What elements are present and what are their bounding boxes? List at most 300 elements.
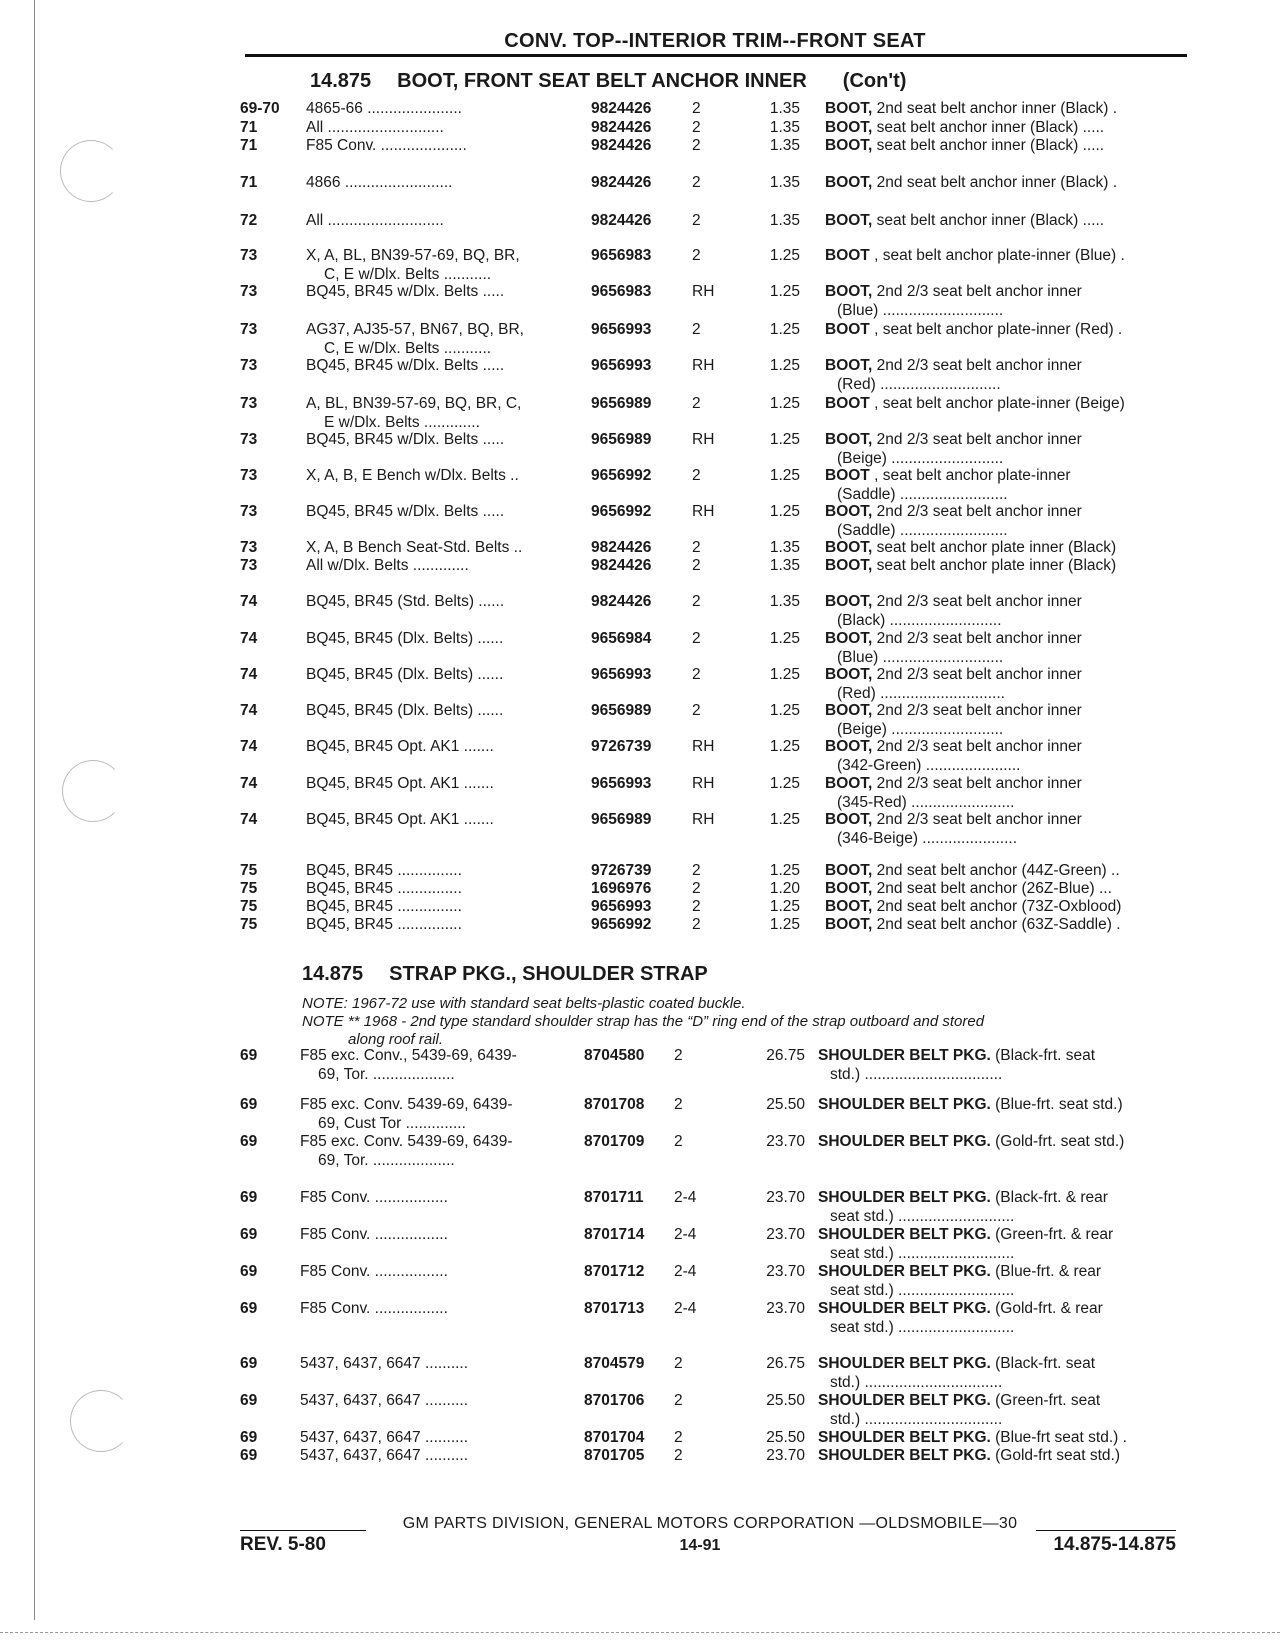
description <box>825 862 1187 881</box>
model-year: 75 <box>240 898 258 915</box>
description <box>825 503 1187 540</box>
application <box>300 1226 570 1245</box>
model-year: 74 <box>240 811 258 828</box>
price: 1.25 <box>769 775 800 792</box>
scan-edge-bottom <box>0 1632 1280 1634</box>
description <box>818 1429 1186 1448</box>
binder-hole-mark <box>62 760 124 822</box>
application-line: BQ45, BR45 ............... <box>306 898 462 915</box>
price: 26.75 <box>766 1047 805 1064</box>
description-line: (Saddle) ......................... <box>837 521 1008 539</box>
description-line: BOOT, 2nd seat belt anchor (73Z-Oxblood) <box>825 898 1122 915</box>
application-line: 4865-66 ...................... <box>306 100 462 117</box>
application <box>300 1300 570 1319</box>
application <box>306 212 574 231</box>
description-line: BOOT , seat belt anchor plate-inner <box>825 467 1071 484</box>
description <box>825 666 1187 703</box>
application-line: BQ45, BR45 ............... <box>306 916 462 933</box>
part-number: 9656989 <box>591 431 652 448</box>
application-line: X, A, B, E Bench w/Dlx. Belts .. <box>306 467 519 484</box>
application <box>306 557 574 576</box>
model-year: 69 <box>240 1189 258 1206</box>
quantity: 2 <box>692 395 701 412</box>
description-line: BOOT, 2nd 2/3 seat belt anchor inner <box>825 738 1082 755</box>
model-year: 69 <box>240 1355 258 1372</box>
description <box>825 119 1187 138</box>
description <box>825 283 1187 320</box>
description-line: BOOT, seat belt anchor plate inner (Black) <box>825 557 1117 574</box>
description-line: (Black) .......................... <box>837 611 1002 629</box>
application <box>306 738 574 757</box>
application-line: 4866 ......................... <box>306 174 453 191</box>
part-number: 9656993 <box>591 898 652 915</box>
model-year: 71 <box>240 119 258 136</box>
model-year: 74 <box>240 630 258 647</box>
price: 26.75 <box>766 1355 805 1372</box>
application <box>306 119 574 138</box>
description-line: BOOT, 2nd 2/3 seat belt anchor inner <box>825 775 1082 792</box>
description <box>825 395 1187 414</box>
application <box>306 283 574 302</box>
description <box>825 880 1187 899</box>
description <box>825 431 1187 468</box>
note-line: along roof rail. <box>348 1031 444 1048</box>
description <box>825 539 1187 558</box>
model-year: 73 <box>240 357 258 374</box>
header-rule <box>245 54 1187 57</box>
model-year: 69 <box>240 1392 258 1409</box>
price: 1.25 <box>769 503 800 520</box>
description-line: SHOULDER BELT PKG. (Black-frt. seat <box>818 1355 1096 1372</box>
application <box>306 630 574 649</box>
price: 1.25 <box>769 666 800 683</box>
description-line: BOOT , seat belt anchor plate-inner (Blue) . <box>825 247 1125 264</box>
description <box>825 811 1187 848</box>
model-year: 69 <box>240 1133 258 1150</box>
application-line: BQ45, BR45 w/Dlx. Belts ..... <box>306 357 505 374</box>
description <box>818 1096 1186 1115</box>
application-line: F85 Conv. ................. <box>300 1263 448 1280</box>
application <box>306 898 574 917</box>
part-number: 9824426 <box>591 119 652 136</box>
application-line: F85 Conv. ................. <box>300 1300 448 1317</box>
application <box>306 666 574 685</box>
description <box>818 1355 1186 1392</box>
price: 1.35 <box>769 593 800 610</box>
part-number: 9656993 <box>591 775 652 792</box>
application-line: All ........................... <box>306 212 444 229</box>
description-line: (Blue) ............................ <box>837 648 1004 666</box>
description <box>825 174 1187 193</box>
model-year: 74 <box>240 775 258 792</box>
description-line: std.) ................................ <box>830 1373 1003 1391</box>
description <box>825 321 1187 340</box>
part-number: 9656989 <box>591 811 652 828</box>
description-line: BOOT, seat belt anchor plate inner (Black) <box>825 539 1117 556</box>
quantity: 2-4 <box>674 1189 697 1206</box>
description-line: BOOT, 2nd 2/3 seat belt anchor inner <box>825 357 1082 374</box>
price: 1.25 <box>769 862 800 879</box>
price: 1.25 <box>769 283 800 300</box>
quantity: 2 <box>692 539 701 556</box>
section-title-boot <box>310 70 906 93</box>
quantity: 2 <box>692 898 701 915</box>
price: 25.50 <box>766 1096 805 1113</box>
application <box>300 1429 570 1448</box>
description-line: (345-Red) ........................ <box>837 793 1015 811</box>
model-year: 73 <box>240 467 258 484</box>
application-line: 69, Cust Tor .............. <box>318 1114 466 1132</box>
section-title-strap <box>302 963 708 986</box>
application-line: BQ45, BR45 w/Dlx. Belts ..... <box>306 503 505 520</box>
application-line: X, A, BL, BN39-57-69, BQ, BR, <box>306 247 520 264</box>
price: 25.50 <box>766 1392 805 1409</box>
application-line: BQ45, BR45 Opt. AK1 ....... <box>306 738 494 755</box>
description <box>825 775 1187 812</box>
application-line: C, E w/Dlx. Belts ........... <box>324 265 492 283</box>
section-suffix: (Con't) <box>842 70 907 92</box>
description <box>818 1189 1186 1226</box>
part-number: 9726739 <box>591 862 652 879</box>
description-line: (Red) ............................ <box>837 375 1001 393</box>
description-line: std.) ................................ <box>830 1065 1003 1083</box>
description-line: SHOULDER BELT PKG. (Green-frt. & rear <box>818 1226 1114 1243</box>
application <box>306 174 574 193</box>
description <box>825 630 1187 667</box>
description-line: SHOULDER BELT PKG. (Blue-frt seat std.) . <box>818 1429 1127 1446</box>
application-line: E w/Dlx. Belts ............. <box>324 413 480 431</box>
model-year: 75 <box>240 862 258 879</box>
quantity: RH <box>692 775 715 792</box>
price: 1.35 <box>769 557 800 574</box>
application-line: BQ45, BR45 (Dlx. Belts) ...... <box>306 702 504 719</box>
part-number: 8701709 <box>584 1133 645 1150</box>
description <box>825 137 1187 156</box>
description-line: BOOT, seat belt anchor inner (Black) ..... <box>825 137 1105 154</box>
part-number: 8701708 <box>584 1096 645 1113</box>
application-line: BQ45, BR45 (Std. Belts) ...... <box>306 593 505 610</box>
model-year: 75 <box>240 880 258 897</box>
application-line: BQ45, BR45 Opt. AK1 ....... <box>306 775 494 792</box>
model-year: 74 <box>240 702 258 719</box>
price: 23.70 <box>766 1226 805 1243</box>
description <box>818 1226 1186 1263</box>
application-line: 5437, 6437, 6647 .......... <box>300 1392 469 1409</box>
model-year: 73 <box>240 539 258 556</box>
application <box>306 862 574 881</box>
part-number: 9824426 <box>591 174 652 191</box>
description-line: BOOT, 2nd seat belt anchor (26Z-Blue) ... <box>825 880 1112 897</box>
application-line: 5437, 6437, 6647 .......... <box>300 1447 469 1464</box>
description-line: (Beige) .......................... <box>837 720 1004 738</box>
footer-section-range: 14.875-14.875 <box>1053 1534 1176 1555</box>
description <box>825 212 1187 231</box>
description <box>818 1133 1186 1152</box>
quantity: 2 <box>674 1047 683 1064</box>
application <box>306 539 574 558</box>
model-year: 73 <box>240 395 258 412</box>
description-line: seat std.) ........................... <box>830 1244 1015 1262</box>
application <box>306 100 574 119</box>
model-year: 69 <box>240 1047 258 1064</box>
price: 1.25 <box>769 357 800 374</box>
part-number: 9824426 <box>591 137 652 154</box>
description-line: BOOT, 2nd 2/3 seat belt anchor inner <box>825 593 1082 610</box>
quantity: 2 <box>692 212 701 229</box>
price: 23.70 <box>766 1263 805 1280</box>
application <box>306 357 574 376</box>
application <box>306 321 574 358</box>
model-year: 75 <box>240 916 258 933</box>
quantity: 2 <box>692 666 701 683</box>
part-number: 9824426 <box>591 212 652 229</box>
application <box>300 1133 570 1170</box>
price: 1.35 <box>769 174 800 191</box>
application-line: A, BL, BN39-57-69, BQ, BR, C, <box>306 395 522 412</box>
application-line: All w/Dlx. Belts ............. <box>306 557 469 574</box>
description-line: SHOULDER BELT PKG. (Black-frt. seat <box>818 1047 1096 1064</box>
description <box>825 593 1187 630</box>
description <box>825 357 1187 394</box>
model-year: 71 <box>240 174 258 191</box>
quantity: RH <box>692 431 715 448</box>
model-year: 69 <box>240 1447 258 1464</box>
application <box>306 775 574 794</box>
part-number: 9656992 <box>591 916 652 933</box>
application-line: BQ45, BR45 w/Dlx. Belts ..... <box>306 283 505 300</box>
application <box>306 395 574 432</box>
description-line: (346-Beige) ...................... <box>837 829 1018 847</box>
price: 1.35 <box>769 212 800 229</box>
application-line: BQ45, BR45 (Dlx. Belts) ...... <box>306 630 504 647</box>
description-line: BOOT, 2nd seat belt anchor inner (Black) . <box>825 174 1118 191</box>
section-notes <box>302 995 1182 1049</box>
description-line: SHOULDER BELT PKG. (Gold-frt seat std.) <box>818 1447 1121 1464</box>
section-name: BOOT, FRONT SEAT BELT ANCHOR INNER <box>397 70 807 92</box>
application <box>306 880 574 899</box>
model-year: 73 <box>240 283 258 300</box>
description-line: SHOULDER BELT PKG. (Gold-frt. & rear <box>818 1300 1103 1317</box>
price: 1.25 <box>769 395 800 412</box>
part-number: 9656992 <box>591 467 652 484</box>
description-line: seat std.) ........................... <box>830 1318 1015 1336</box>
part-number: 1696976 <box>591 880 652 897</box>
application <box>300 1096 570 1133</box>
quantity: RH <box>692 503 715 520</box>
quantity: 2 <box>692 593 701 610</box>
application <box>306 503 574 522</box>
scan-edge <box>34 0 35 1620</box>
description <box>825 247 1187 266</box>
application-line: 69, Tor. ................... <box>318 1151 455 1169</box>
part-number: 9656983 <box>591 247 652 264</box>
application-line: BQ45, BR45 ............... <box>306 880 462 897</box>
description <box>825 916 1187 935</box>
model-year: 74 <box>240 738 258 755</box>
footer-publisher: GM PARTS DIVISION, GENERAL MOTORS CORPORATION —OLDSMOBILE—30 <box>402 1515 1018 1532</box>
description-line: BOOT, 2nd seat belt anchor (44Z-Green) .. <box>825 862 1120 879</box>
quantity: 2 <box>674 1447 683 1464</box>
price: 1.25 <box>769 811 800 828</box>
description-line: BOOT, 2nd 2/3 seat belt anchor inner <box>825 811 1082 828</box>
price: 1.25 <box>769 702 800 719</box>
quantity: 2 <box>692 119 701 136</box>
description-line: SHOULDER BELT PKG. (Gold-frt. seat std.) <box>818 1133 1125 1150</box>
part-number: 8701705 <box>584 1447 645 1464</box>
model-year: 74 <box>240 593 258 610</box>
section-name: STRAP PKG., SHOULDER STRAP <box>389 963 708 985</box>
model-year: 73 <box>240 247 258 264</box>
description-line: BOOT, 2nd 2/3 seat belt anchor inner <box>825 666 1082 683</box>
quantity: 2 <box>674 1392 683 1409</box>
quantity: 2 <box>692 321 701 338</box>
quantity: 2 <box>692 137 701 154</box>
quantity: 2 <box>674 1133 683 1150</box>
application-line: 69, Tor. ................... <box>318 1065 455 1083</box>
part-number: 9656993 <box>591 357 652 374</box>
description-line: (Saddle) ......................... <box>837 485 1008 503</box>
description-line: BOOT, seat belt anchor inner (Black) ..... <box>825 119 1105 136</box>
model-year: 73 <box>240 321 258 338</box>
quantity: 2-4 <box>674 1226 697 1243</box>
price: 23.70 <box>766 1189 805 1206</box>
application-line: F85 Conv. .................... <box>306 137 467 154</box>
description-line: BOOT, 2nd 2/3 seat belt anchor inner <box>825 431 1082 448</box>
application-line: 5437, 6437, 6647 .......... <box>300 1429 469 1446</box>
description-line: BOOT, 2nd 2/3 seat belt anchor inner <box>825 283 1082 300</box>
description <box>818 1300 1186 1337</box>
section-number: 14.875 <box>310 70 372 92</box>
part-number: 9656984 <box>591 630 652 647</box>
price: 1.35 <box>769 119 800 136</box>
description-line: SHOULDER BELT PKG. (Blue-frt. seat std.) <box>818 1096 1123 1113</box>
price: 1.25 <box>769 738 800 755</box>
note-line: NOTE ** 1968 - 2nd type standard shoulder strap has the “D” ring end of the strap outboard and stored <box>302 1013 985 1030</box>
model-year: 73 <box>240 431 258 448</box>
application <box>300 1047 570 1084</box>
price: 1.25 <box>769 630 800 647</box>
part-number: 9656983 <box>591 283 652 300</box>
application-line: AG37, AJ35-57, BN67, BQ, BR, <box>306 321 524 338</box>
section-number: 14.875 <box>302 963 364 985</box>
quantity: 2 <box>692 880 701 897</box>
description <box>825 467 1187 504</box>
quantity: 2 <box>692 916 701 933</box>
description-line: BOOT, 2nd 2/3 seat belt anchor inner <box>825 630 1082 647</box>
part-number: 9656993 <box>591 666 652 683</box>
quantity: 2 <box>692 630 701 647</box>
quantity: 2 <box>692 100 701 117</box>
part-number: 8704580 <box>584 1047 645 1064</box>
part-number: 8701713 <box>584 1300 645 1317</box>
application-line: F85 Conv. ................. <box>300 1189 448 1206</box>
model-year: 74 <box>240 666 258 683</box>
model-year: 69 <box>240 1263 258 1280</box>
description <box>825 738 1187 775</box>
application <box>306 247 574 284</box>
application <box>306 137 574 156</box>
description <box>818 1263 1186 1300</box>
part-number: 8701706 <box>584 1392 645 1409</box>
price: 1.25 <box>769 898 800 915</box>
application-line: F85 exc. Conv. 5439-69, 6439- <box>300 1133 513 1150</box>
model-year: 69-70 <box>240 100 280 117</box>
quantity: 2 <box>692 174 701 191</box>
quantity: 2 <box>692 557 701 574</box>
model-year: 73 <box>240 503 258 520</box>
quantity: 2 <box>692 467 701 484</box>
application <box>300 1392 570 1411</box>
application-line: F85 Conv. ................. <box>300 1226 448 1243</box>
description-line: BOOT , seat belt anchor plate-inner (Beige) <box>825 395 1125 412</box>
description <box>825 702 1187 739</box>
model-year: 69 <box>240 1096 258 1113</box>
description-line: BOOT, 2nd 2/3 seat belt anchor inner <box>825 702 1082 719</box>
price: 23.70 <box>766 1133 805 1150</box>
application-line: All ........................... <box>306 119 444 136</box>
description-line: (Blue) ............................ <box>837 301 1004 319</box>
note-line: NOTE: 1967-72 use with standard seat belts-plastic coated buckle. <box>302 995 746 1012</box>
description-line: BOOT, 2nd seat belt anchor (63Z-Saddle) . <box>825 916 1121 933</box>
application-line: BQ45, BR45 (Dlx. Belts) ...... <box>306 666 504 683</box>
description-line: seat std.) ........................... <box>830 1207 1015 1225</box>
application <box>306 811 574 830</box>
price: 23.70 <box>766 1300 805 1317</box>
description-line: SHOULDER BELT PKG. (Black-frt. & rear <box>818 1189 1108 1206</box>
application-line: X, A, B Bench Seat-Std. Belts .. <box>306 539 523 556</box>
description-line: SHOULDER BELT PKG. (Blue-frt. & rear <box>818 1263 1102 1280</box>
part-number: 8701711 <box>584 1189 644 1206</box>
price: 1.20 <box>769 880 800 897</box>
description-line: BOOT, seat belt anchor inner (Black) ..... <box>825 212 1105 229</box>
model-year: 71 <box>240 137 258 154</box>
part-number: 8701704 <box>584 1429 645 1446</box>
description-line: BOOT, 2nd 2/3 seat belt anchor inner <box>825 503 1082 520</box>
application <box>300 1355 570 1374</box>
part-number: 9656993 <box>591 321 652 338</box>
description-line: BOOT , seat belt anchor plate-inner (Red) . <box>825 321 1123 338</box>
description-line: std.) ................................ <box>830 1410 1003 1428</box>
description-line: (342-Green) ...................... <box>837 756 1021 774</box>
page-header-title: CONV. TOP--INTERIOR TRIM--FRONT SEAT <box>504 30 926 52</box>
application <box>300 1447 570 1466</box>
quantity: 2 <box>674 1355 683 1372</box>
binder-hole-mark <box>70 1390 132 1452</box>
part-number: 9656989 <box>591 702 652 719</box>
application-line: BQ45, BR45 Opt. AK1 ....... <box>306 811 494 828</box>
application <box>300 1189 570 1208</box>
quantity: 2 <box>674 1429 683 1446</box>
part-number: 8701712 <box>584 1263 645 1280</box>
quantity: 2-4 <box>674 1300 697 1317</box>
description-line: seat std.) ........................... <box>830 1281 1015 1299</box>
price: 1.35 <box>769 100 800 117</box>
application <box>306 467 574 486</box>
description-line: (Red) ............................. <box>837 684 1005 702</box>
application-line: C, E w/Dlx. Belts ........... <box>324 339 492 357</box>
description <box>825 898 1187 917</box>
quantity: 2 <box>692 702 701 719</box>
quantity: RH <box>692 283 715 300</box>
application <box>306 916 574 935</box>
quantity: 2-4 <box>674 1263 697 1280</box>
model-year: 69 <box>240 1226 258 1243</box>
part-number: 9656992 <box>591 503 652 520</box>
price: 1.35 <box>769 137 800 154</box>
application <box>306 702 574 721</box>
description-line: BOOT, 2nd seat belt anchor inner (Black) . <box>825 100 1118 117</box>
footer-page-number: 14-91 <box>679 1537 721 1554</box>
